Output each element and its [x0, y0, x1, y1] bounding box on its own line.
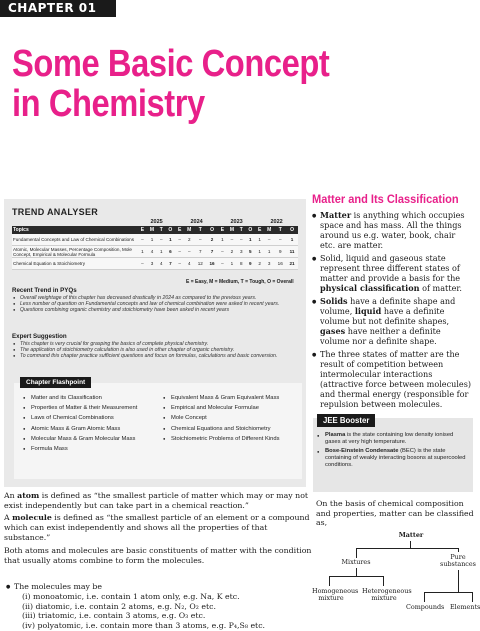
- col-header: O: [165, 226, 175, 234]
- bold-term: atom: [17, 491, 40, 500]
- col-header: E: [218, 226, 227, 234]
- text: have a definite shape and volume,: [320, 296, 456, 316]
- cell: –: [218, 246, 227, 258]
- molecule-definition: [4, 513, 314, 543]
- list-item: (iii) triatomic, i.e. contain 3 atoms, e.g. O₃ etc.: [22, 611, 206, 621]
- node-heterogeneous: Heterogeneous mixture: [362, 587, 412, 602]
- col-header: M: [147, 226, 157, 234]
- col-header: T: [157, 226, 165, 234]
- year-col: 2025: [150, 219, 163, 225]
- cell: 1: [264, 246, 274, 258]
- text: is defined as “the smallest particle of an element or a compound which can exist independently and shows all the properties of that substance.”: [4, 513, 310, 542]
- node-compounds: Compounds: [406, 603, 445, 611]
- cell: 2: [206, 234, 218, 246]
- cell: 9: [245, 258, 255, 270]
- node-elements: Elements: [450, 603, 480, 611]
- col-header: O: [245, 226, 255, 234]
- bold-term: Solids: [320, 296, 348, 306]
- booster-heading: JEE Booster: [317, 414, 375, 427]
- connector: [458, 570, 459, 592]
- bold-term: gases: [320, 326, 346, 336]
- expert-suggestion-heading: Expert Suggestion: [12, 333, 67, 340]
- topic-cell: Chemical Equation & Stoichiometry: [12, 258, 138, 270]
- bold-term: Matter: [320, 210, 352, 220]
- table-header-row: [12, 226, 298, 234]
- difficulty-legend: E = Easy, M = Medium, T = Tough, O = Overall: [186, 279, 294, 285]
- cell: 1: [138, 246, 147, 258]
- trend-heading: TREND ANALYSER: [12, 207, 99, 217]
- text: have a definite volume but not definite shapes,: [320, 306, 450, 326]
- list-item: (i) monoatomic, i.e. contain 1 atom only, e.g. Na, K etc.: [22, 591, 240, 601]
- connector: [458, 548, 459, 552]
- cell: 1: [286, 234, 298, 246]
- chapter-title: [12, 44, 339, 124]
- list-item: ● To command this chapter practice sufficient questions and focus on formulas, calculations and basic conversion.: [12, 353, 298, 359]
- years-row: [12, 218, 298, 226]
- col-header: M: [264, 226, 274, 234]
- cell: 5: [245, 246, 255, 258]
- cell: 1: [245, 234, 255, 246]
- cell: 1: [218, 234, 227, 246]
- text: have neither a definite volume nor a definite shape.: [320, 326, 441, 346]
- topics-header: Topics: [12, 226, 138, 234]
- classification-intro: On the basis of chemical composition and properties, matter can be classified as,: [316, 499, 474, 527]
- recent-trend-list: [12, 295, 298, 314]
- cell: 7: [206, 246, 218, 258]
- connector: [410, 541, 411, 548]
- cell: 7: [194, 246, 206, 258]
- list-item: ● Mole Concept: [162, 413, 302, 423]
- list-item: ● Overall weightage of this chapter has decreased drastically in 2024 as compared to the previous years.: [12, 295, 298, 301]
- cell: –: [175, 246, 184, 258]
- list-item: ● Stoichiometric Problems of Different Kinds: [162, 434, 302, 444]
- cell: 8: [237, 258, 245, 270]
- matter-bullets: [312, 210, 472, 412]
- cell: –: [175, 234, 184, 246]
- text: of matter.: [419, 283, 462, 293]
- list-item: ● Matter and its Classification: [22, 393, 162, 403]
- chapter-label: CHAPTER 01: [0, 0, 116, 17]
- col-header: T: [194, 226, 206, 234]
- list-item: [312, 253, 472, 293]
- cell: –: [227, 234, 237, 246]
- cell: –: [157, 234, 165, 246]
- cell: –: [274, 234, 286, 246]
- cell: –: [138, 234, 147, 246]
- cell: 3: [237, 246, 245, 258]
- text: (BEC) is the state containing of weakly interacting bosons at supercooled conditions.: [325, 448, 466, 468]
- text: Solid, liquid and gaseous state represent three different states of matter and provide a basis for the: [320, 253, 461, 283]
- list-item: ● The molecules may be: [6, 582, 306, 592]
- constituents-paragraph: Both atoms and molecules are basic constituents of matter with the condition that usually atoms combine to form the molecules.: [4, 546, 312, 565]
- node-homogeneous: Homogeneous mixture: [312, 587, 359, 602]
- connector: [356, 548, 357, 558]
- title-line-2: in Chemistry: [12, 83, 205, 125]
- cell: 9: [274, 246, 286, 258]
- col-header: T: [237, 226, 245, 234]
- cell: 2: [255, 258, 264, 270]
- flashpoint-list-right: [162, 393, 302, 444]
- list-item: [312, 296, 472, 346]
- list-item: [317, 432, 469, 446]
- section-heading: Matter and Its Classification: [312, 192, 459, 206]
- cell: 6: [165, 246, 175, 258]
- node-pure-substances: Pure substances: [440, 553, 476, 568]
- cell: 7: [165, 258, 175, 270]
- list-item: ● Chemical Equations and Stoichiometry: [162, 424, 302, 434]
- text: is defined as “the smallest particle of matter which may or may not exist independently but can take part in a chemical reaction.”: [4, 491, 309, 510]
- connector: [424, 592, 425, 602]
- molecule-types: [6, 582, 306, 631]
- cell: 1: [165, 234, 175, 246]
- cell: 1: [255, 234, 264, 246]
- connector: [356, 548, 458, 549]
- cell: 3: [147, 258, 157, 270]
- list-item: ● Atomic Mass & Gram Atomic Mass: [22, 424, 162, 434]
- cell: 3: [264, 258, 274, 270]
- bold-term: Bose-Einstein Condensate: [325, 448, 399, 454]
- cell: –: [175, 258, 184, 270]
- list-item: ● Laws of Chemical Combinations: [22, 413, 162, 423]
- cell: 21: [286, 258, 298, 270]
- cell: –: [184, 246, 194, 258]
- cell: 1: [255, 246, 264, 258]
- atom-definition: [4, 491, 314, 511]
- topic-cell: Atomic, Molecular Masses, Percentage Composition, Mole Concept, Empirical & Molecular Formula: [12, 246, 138, 258]
- trend-table: [12, 218, 298, 270]
- text: is anything which occupies space and has mass. All the things around us e.g. water, book, chair etc. are matter.: [320, 210, 465, 250]
- list-item: ● Formula Mass: [22, 444, 162, 454]
- booster-list: [317, 432, 469, 471]
- table-row: [12, 234, 298, 246]
- list-item: ● Questions combining organic chemistry and stoichiometry have been asked in recent years: [12, 307, 298, 313]
- cell: 11: [286, 246, 298, 258]
- col-header: E: [255, 226, 264, 234]
- cell: 12: [194, 258, 206, 270]
- flashpoint-list-left: [22, 393, 162, 454]
- year-col: 2024: [190, 219, 203, 225]
- cell: 16: [274, 258, 286, 270]
- year-col: 2022: [270, 219, 283, 225]
- list-item: [317, 448, 469, 469]
- trend-analyser-panel: [4, 199, 306, 487]
- cell: 4: [184, 258, 194, 270]
- list-item: ● Empirical and Molecular Formulae: [162, 403, 302, 413]
- expert-suggestion-list: [12, 341, 298, 360]
- bold-term: physical classification: [320, 283, 420, 293]
- connector: [329, 576, 330, 586]
- cell: 1: [147, 234, 157, 246]
- flashpoint-heading: Chapter Flashpoint: [20, 377, 91, 388]
- bold-term: molecule: [12, 513, 52, 522]
- matter-classification-diagram: [312, 530, 480, 625]
- list-item: ● Equivalent Mass & Gram Equivalent Mass: [162, 393, 302, 403]
- chapter-flashpoint-box: [14, 379, 302, 479]
- text: A: [4, 513, 13, 522]
- connector: [424, 592, 472, 593]
- list-item: ● The three states of matter are the result of competition between intermolecular interactions (attractive force between molecules) and thermal energy (responsible for repulsion between molecules.: [312, 349, 472, 409]
- cell: 16: [206, 258, 218, 270]
- bold-term: Plasma: [325, 432, 346, 438]
- cell: 2: [184, 234, 194, 246]
- node-mixtures: Mixtures: [341, 558, 371, 566]
- cell: –: [218, 258, 227, 270]
- text: An: [4, 491, 18, 500]
- cell: –: [138, 258, 147, 270]
- col-header: O: [206, 226, 218, 234]
- cell: 4: [157, 258, 165, 270]
- cell: –: [237, 234, 245, 246]
- list-item: ● This chapter is very crucial for grasping the basics of complete physical chemistry.: [12, 341, 298, 347]
- col-header: O: [286, 226, 298, 234]
- connector: [356, 568, 357, 576]
- bold-term: liquid: [354, 306, 382, 316]
- cell: –: [194, 234, 206, 246]
- cell: 1: [227, 258, 237, 270]
- col-header: T: [274, 226, 286, 234]
- col-header: E: [175, 226, 184, 234]
- list-item: ● Properties of Matter & their Measurement: [22, 403, 162, 413]
- col-header: M: [227, 226, 237, 234]
- table-row: [12, 246, 298, 258]
- connector: [472, 592, 473, 602]
- col-header: M: [184, 226, 194, 234]
- topic-cell: Fundamental Concepts and Law of Chemical Combinations: [12, 234, 138, 246]
- list-item: [312, 210, 472, 250]
- text: is the state containing low density ionised gases at very high temperature.: [325, 432, 454, 445]
- connector: [329, 576, 383, 577]
- recent-trend-heading: Recent Trend in PYQs: [12, 287, 77, 294]
- cell: 2: [227, 246, 237, 258]
- list-item: ● Less number of question on Fundamental concepts and law of chemical combination were asked in recent years.: [12, 301, 298, 307]
- list-item: (ii) diatomic, i.e. contain 2 atoms, e.g. N₂, O₂ etc.: [22, 601, 216, 611]
- list-item: ● Molecular Mass & Gram Molecular Mass: [22, 434, 162, 444]
- list-item: (iv) polyatomic, i.e. contain more than 3 atoms, e.g. P₄,S₈ etc.: [22, 621, 266, 631]
- cell: –: [264, 234, 274, 246]
- title-line-1: Some Basic Concept: [12, 43, 330, 85]
- cell: 1: [157, 246, 165, 258]
- connector: [383, 576, 384, 586]
- jee-booster-box: [313, 418, 473, 492]
- table-row: [12, 258, 298, 270]
- node-matter: Matter: [398, 531, 424, 539]
- col-header: E: [138, 226, 147, 234]
- list-item: ● The application of stoichiometry calculation is also used in other chapter of organic chemistry.: [12, 347, 298, 353]
- cell: 4: [147, 246, 157, 258]
- year-col: 2023: [230, 219, 243, 225]
